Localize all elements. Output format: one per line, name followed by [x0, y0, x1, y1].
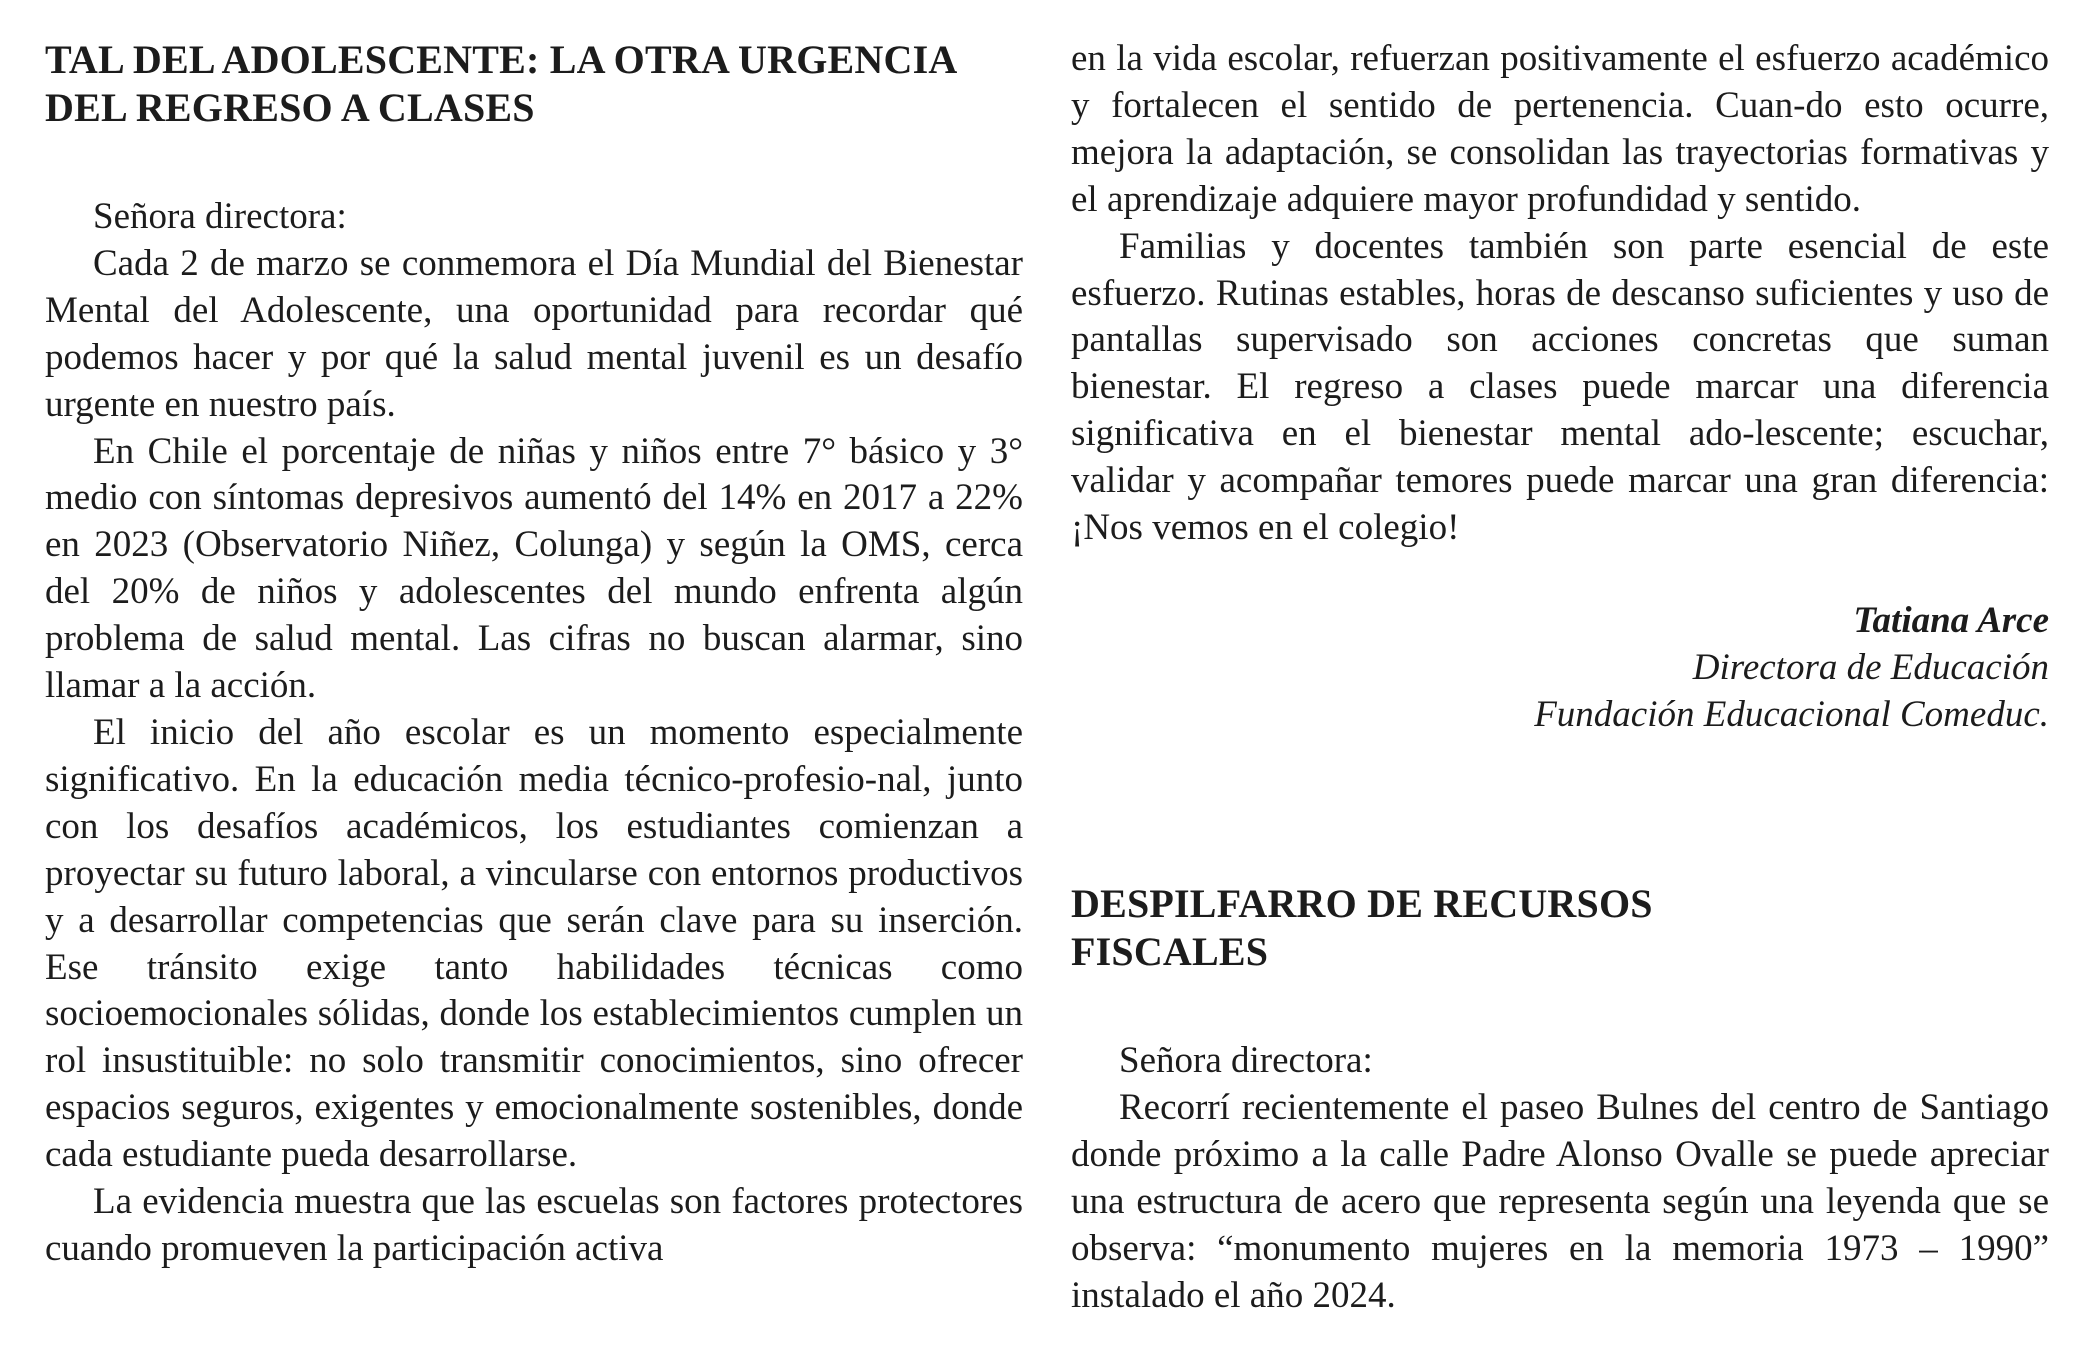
letter1-salutation: Señora directora:	[93, 196, 347, 237]
letter1-paragraph-4-continued: en la vida escolar, refuerzan positivamente el esfuerzo académico y fortalecen el sentido de pertenencia. Cuan-do esto ocurre, mejora la adaptación, se consolidan las trayectorias formativas y el aprendizaje adquiere mayor profundidad y sentido.	[1071, 38, 2049, 220]
letter1-headline-line1: TAL DEL ADOLESCENTE: LA OTRA URGENCIA	[45, 37, 958, 82]
headline-spacer	[45, 132, 1023, 194]
signature-organization: Fundación Educacional Comeduc.	[1534, 693, 2049, 735]
letter2-salutation: Señora directora:	[1119, 1040, 1373, 1081]
right-column	[1071, 36, 2049, 738]
left-column	[45, 36, 1023, 1273]
letter1-signature	[1071, 597, 2049, 738]
signature-name: Tatiana Arce	[1853, 599, 2049, 641]
letter1-headline	[45, 36, 1023, 132]
letter2-headline	[1071, 880, 2049, 976]
letter1-paragraph-2: En Chile el porcentaje de niñas y niños entre 7° básico y 3° medio con síntomas depresivos aumentó del 14% en 2017 a 22% en 2023 (Observatorio Niñez, Colunga) y según la OMS, cerca del 20% de niños y adolescentes del mundo enfrenta algún problema de salud mental. Las cifras no buscan alarmar, sino llamar a la acción.	[45, 430, 1023, 707]
letter1-paragraph-4: La evidencia muestra que las escuelas son factores protectores cuando promueven la participación activa	[45, 1181, 1023, 1269]
headline-spacer	[1071, 976, 2049, 1038]
signature-role: Directora de Educación	[1692, 646, 2049, 688]
letter1-headline-line2: DEL REGRESO A CLASES	[45, 85, 535, 130]
letter2-paragraph-1: Recorrí recientemente el paseo Bulnes del centro de Santiago donde próximo a la calle Padre Alonso Ovalle se puede apreciar una estructura de acero que representa según una leyenda que se observa: “monumento mujeres en la memoria 1973 – 1990” instalado el año 2024.	[1071, 1086, 2049, 1316]
letter1-paragraph-5: Familias y docentes también son parte esencial de este esfuerzo. Rutinas estables, horas de descanso suficientes y uso de pantallas supervisado son acciones concretas que suman bienestar. El regreso a clases puede marcar una diferencia significativa en el bienestar mental ado-lescente; escuchar, validar y acompañar temores puede marcar una gran diferencia: ¡Nos vemos en el colegio!	[1071, 225, 2049, 549]
letter1-paragraph-3: El inicio del año escolar es un momento especialmente significativo. En la educación media técnico-profesio-nal, junto con los desafíos académicos, los estudiantes comienzan a proyectar su futuro laboral, a vincularse con entornos productivos y a desarrollar competencias que serán clave para su inserción. Ese tránsito exige tanto habilidades técnicas como socioemocionales sólidas, donde los establecimientos cumplen un rol insustituible: no solo transmitir conocimientos, sino ofrecer espacios seguros, exigentes y emocionalmente sostenibles, donde cada estudiante pueda desarrollarse.	[45, 711, 1023, 1176]
letter2-headline-line1: DESPILFARRO DE RECURSOS	[1071, 881, 1653, 926]
letter2-headline-line2: FISCALES	[1071, 929, 1269, 974]
letter1-paragraph-1: Cada 2 de marzo se conmemora el Día Mundial del Bienestar Mental del Adolescente, una oportunidad para recordar qué podemos hacer y por qué la salud mental juvenil es un desafío urgente en nuestro país.	[45, 242, 1023, 425]
letter2	[1071, 880, 2049, 1319]
